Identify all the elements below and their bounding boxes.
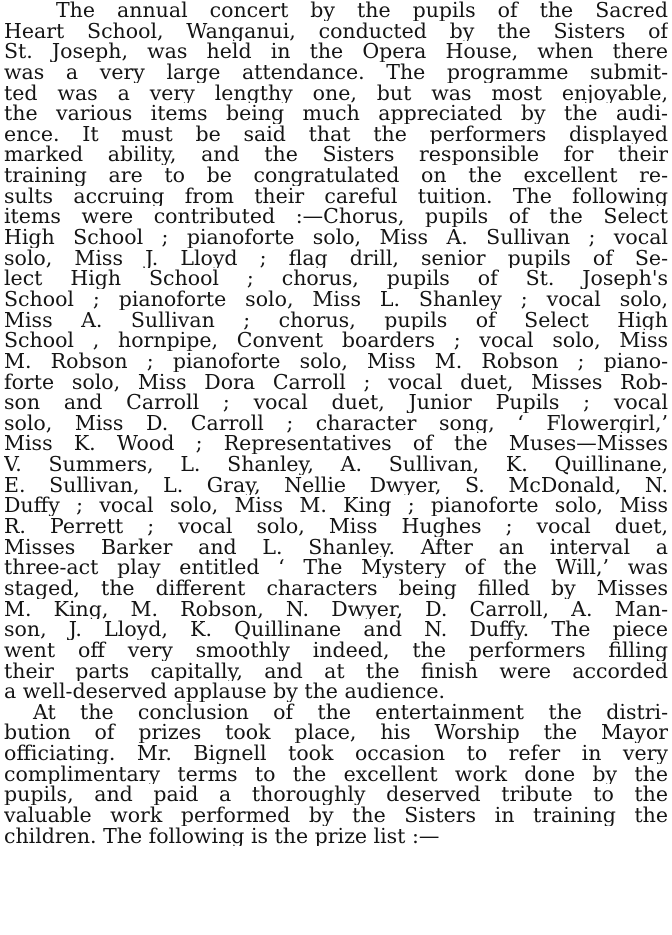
text-line: complimentary terms to the excellent work done by the [4,763,668,785]
text-line: staged, the different characters being filled by Misses [4,577,668,599]
text-line: solo, Miss D. Carroll ; character song, ‘ Flowergirl,’ [4,412,668,434]
text-line: sults accruing from their careful tuition. The following [4,185,668,207]
text-line: forte solo, Miss Dora Carroll ; vocal duet, Misses Rob- [4,371,668,393]
text-line: M. Robson ; pianoforte solo, Miss M. Robson ; piano- [4,350,668,372]
text-line: pupils, and paid a thoroughly deserved tribute to the [4,784,668,805]
text-line: items were contributed :—Chorus, pupils of the Select [4,206,668,228]
text-line: officiating. Mr. Bignell took occasion to refer in very [4,743,668,764]
text-line: valuable work performed by the Sisters in training the [4,804,668,826]
text-line: bution of prizes took place, his Worship the Mayor [4,722,668,744]
text-line: High School ; pianoforte solo, Miss A. Sullivan ; vocal [4,227,668,248]
article-column [4,0,668,846]
text-line: son, J. Lloyd, K. Quillinane and N. Duffy. The piece [4,619,668,640]
text-line: R. Perrett ; vocal solo, Miss Hughes ; vocal duet, [4,516,668,537]
text-line: Duffy ; vocal solo, Miss M. King ; pianoforte solo, Miss [4,495,668,517]
text-line: solo, Miss J. Lloyd ; flag drill, senior pupils of Se- [4,247,668,269]
text-line: V. Summers, L. Shanley, A. Sullivan, K. Quillinane, [4,454,668,475]
text-line: School ; pianoforte solo, Miss L. Shanley ; vocal solo, [4,288,668,310]
text-line: three-act play entitled ‘ The Mystery of the Will,’ was [4,557,668,578]
text-line: Miss K. Wood ; Representatives of the Muses—Misses [4,433,668,455]
text-line: son and Carroll ; vocal duet, Junior Pupils ; vocal [4,392,668,413]
text-line: children. The following is the prize list :— [4,825,440,847]
text-line: a well-deserved applause by the audience. [4,681,446,702]
text-line: St. Joseph, was held in the Opera House, when there [4,41,668,62]
text-line: training are to be congratulated on the excellent re- [4,165,668,186]
text-line: At the conclusion of the entertainment the distri- [33,701,668,723]
paragraph-concert-report [4,0,668,702]
text-line: ted was a very lengthy one, but was most enjoyable, [4,82,668,104]
paragraph-prize-distribution [4,702,668,846]
text-line: marked ability, and the Sisters responsible for their [4,144,668,166]
text-line: M. King, M. Robson, N. Dwyer, D. Carroll, A. Man- [4,598,668,620]
text-line: the various items being much appreciated by the audi- [4,103,668,124]
text-line: was a very large attendance. The programme submit- [4,61,668,83]
text-line: E. Sullivan, L. Gray, Nellie Dwyer, S. McDonald, N. [4,474,668,496]
text-line: lect High School ; chorus, pupils of St. Joseph's [4,268,668,289]
text-line: School , hornpipe, Convent boarders ; vocal solo, Miss [4,330,668,351]
text-line: ence. It must be said that the performers displayed [4,123,668,145]
text-line: their parts capitally, and at the finish were accorded [4,660,668,682]
text-line: Heart School, Wanganui, conducted by the Sisters of [4,20,668,42]
text-line: went off very smoothly indeed, the performers filling [4,639,668,661]
text-line: Miss A. Sullivan ; chorus, pupils of Select High [4,309,668,331]
text-line: Misses Barker and L. Shanley. After an interval a [4,536,668,558]
text-line: The annual concert by the pupils of the Sacred [56,0,668,21]
